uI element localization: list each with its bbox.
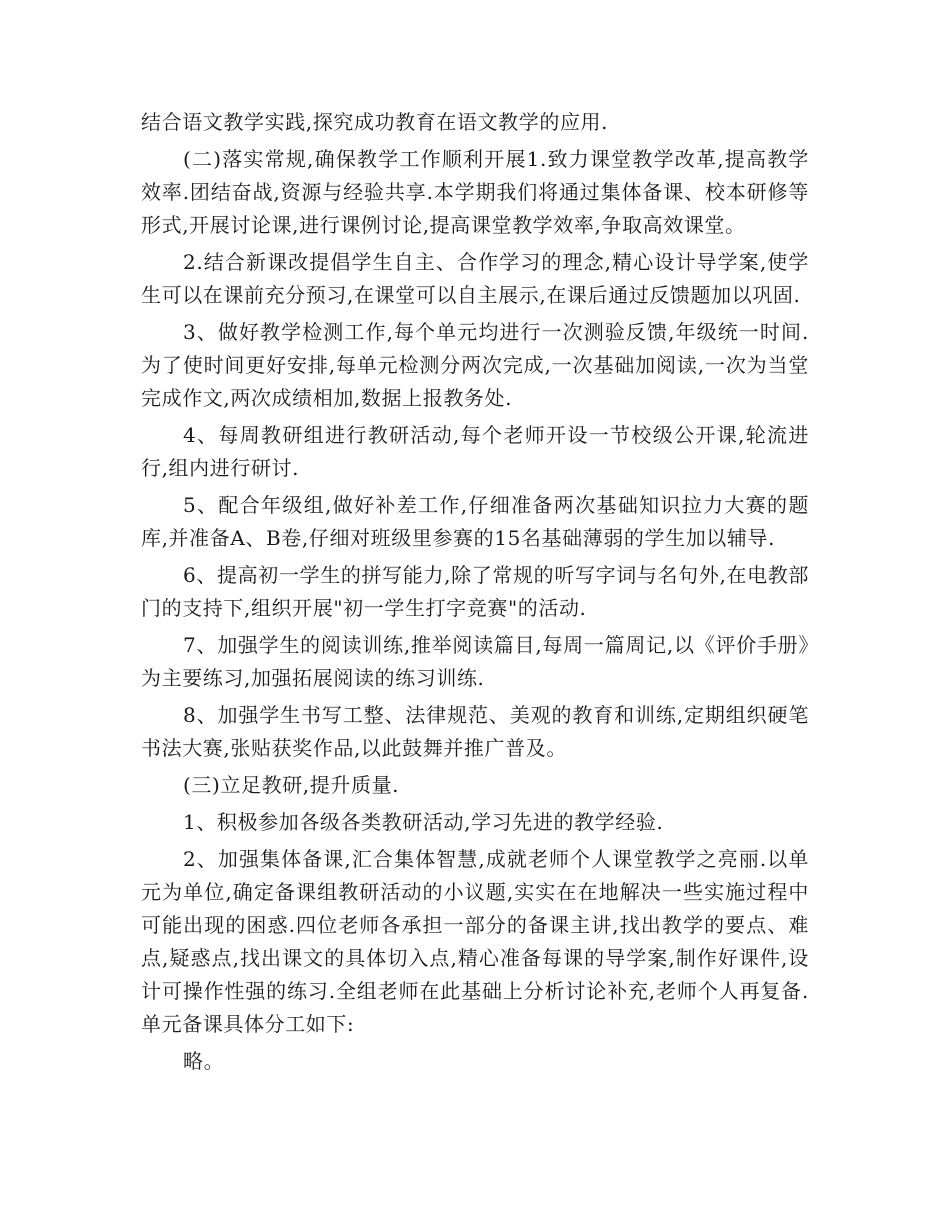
paragraph: 5、配合年级组,做好补差工作,仔细准备两次基础知识拉力大赛的题库,并准备A、B卷,仔细对班级里参赛的15名基础薄弱的学生加以辅导.	[141, 493, 809, 550]
paragraph: 6、提高初一学生的拼写能力,除了常规的听写字词与名句外,在电教部门的支持下,组织开展"初一学生打字竞赛"的活动.	[141, 563, 809, 620]
section-heading-paragraph: (二)落实常规,确保教学工作顺利开展1.致力课堂教学改革,提高教学效率.团结奋战,资源与经验共享.本学期我们将通过集体备课、校本研修等形式,开展讨论课,进行课例讨论,提高课堂教学效率,争取高效课堂。	[141, 147, 809, 237]
paragraph: 略。	[183, 1049, 225, 1073]
paragraph: 3、做好教学检测工作,每个单元均进行一次测验反馈,年级统一时间.为了使时间更好安排,每单元检测分两次完成,一次基础加阅读,一次为当堂完成作文,两次成绩相加,数据上报教务处.	[141, 320, 809, 410]
section-heading: (三)立足教研,提升质量.	[183, 773, 400, 797]
paragraph: 1、积极参加各级各类教研活动,学习先进的教学经验.	[183, 810, 664, 834]
document-body	[141, 106, 809, 1082]
paragraph: 7、加强学生的阅读训练,推举阅读篇目,每周一篇周记,以《评价手册》为主要练习,加强拓展阅读的练习训练.	[141, 633, 809, 690]
paragraph: 2.结合新课改提倡学生自主、合作学习的理念,精心设计导学案,使学生可以在课前充分预习,在课堂可以自主展示,在课后通过反馈题加以巩固.	[141, 250, 809, 307]
paragraph: 2、加强集体备课,汇合集体智慧,成就老师个人课堂教学之亮丽.以单元为单位,确定备课组教研活动的小议题,实实在在地解决一些实施过程中可能出现的困惑.四位老师各承担一部分的备课主讲,找出教学的要点、难点,疑惑点,找出课文的具体切入点,精心准备每课的导学案,制作好课件,设计可操作性强的练习.全组老师在此基础上分析讨论补充,老师个人再复备.单元备课具体分工如下:	[141, 847, 809, 1036]
paragraph: 4、每周教研组进行教研活动,每个老师开设一节校级公开课,轮流进行,组内进行研讨.	[141, 423, 809, 480]
paragraph: 8、加强学生书写工整、法律规范、美观的教育和训练,定期组织硬笔书法大赛,张贴获奖作品,以此鼓舞并推广普及。	[141, 703, 809, 760]
paragraph: 结合语文教学实践,探究成功教育在语文教学的应用.	[141, 110, 609, 134]
